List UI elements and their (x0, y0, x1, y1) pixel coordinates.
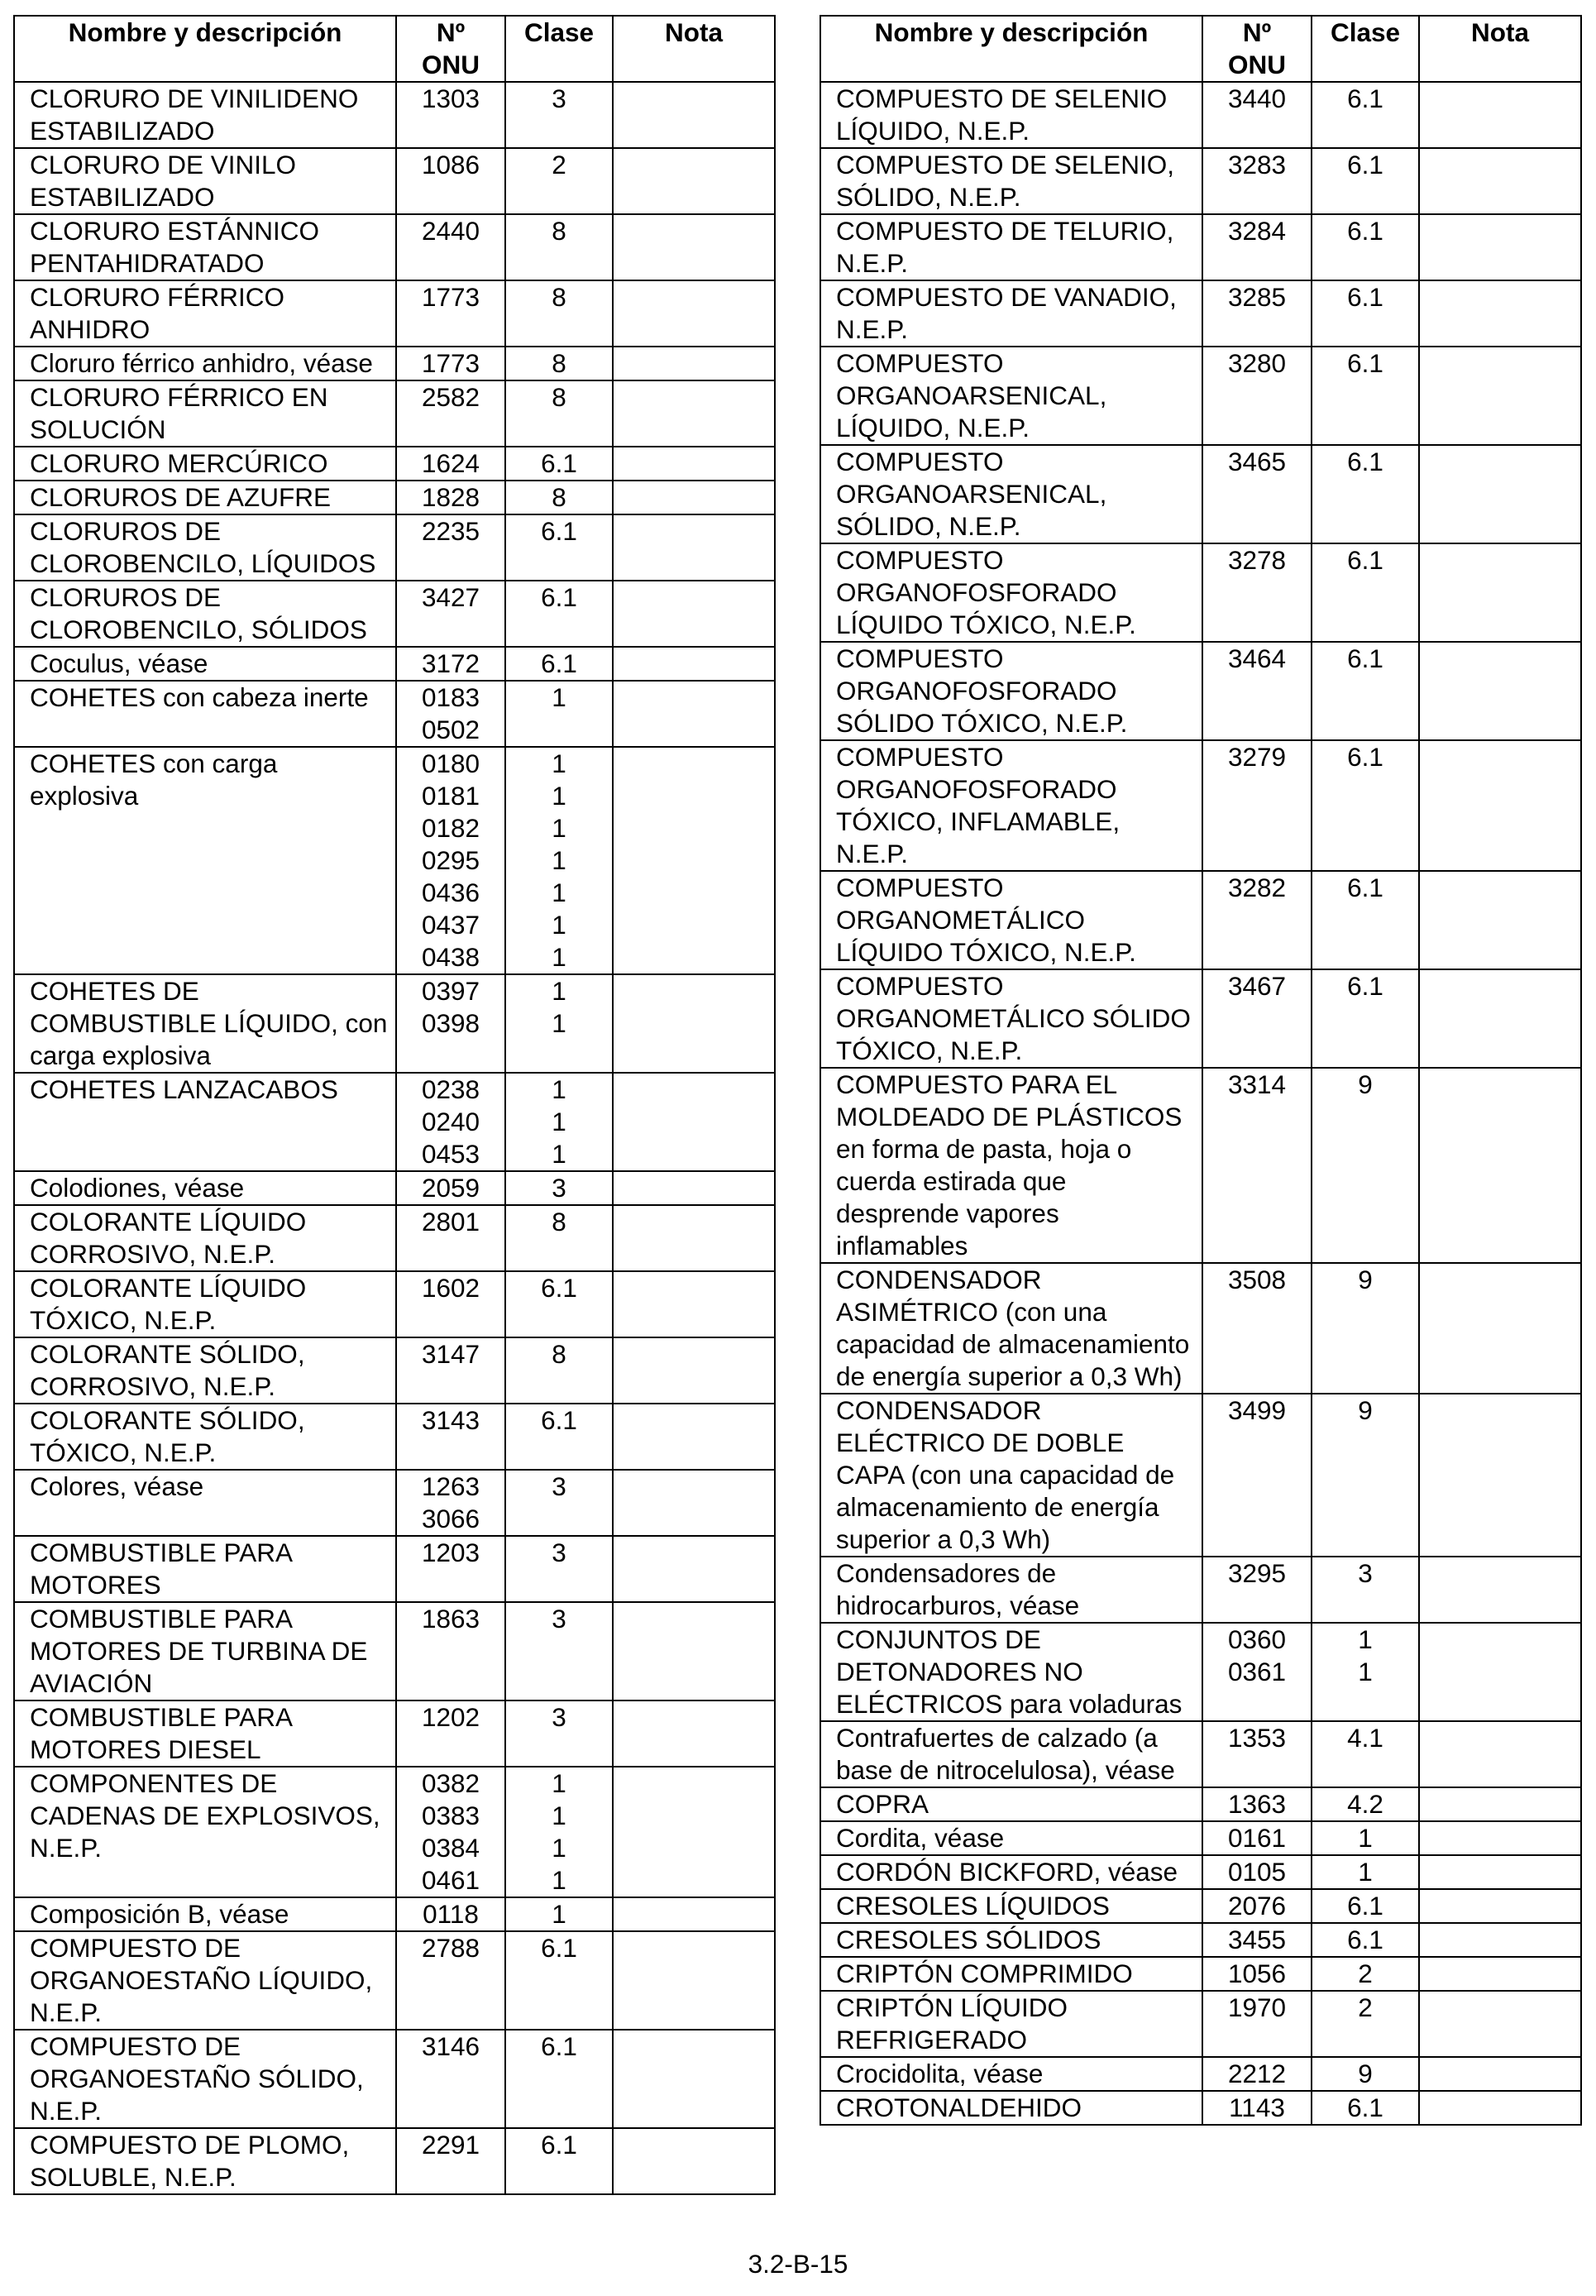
substance-name: COMPUESTO DE ORGANOESTAÑO LÍQUIDO, N.E.P. (14, 1931, 396, 2030)
table-row (820, 445, 1581, 543)
substance-name: COLORANTE LÍQUIDO CORROSIVO, N.E.P. (14, 1205, 396, 1271)
table-row (14, 1931, 775, 2030)
un-number: 3467 (1202, 969, 1312, 1068)
substance-name: COMBUSTIBLE PARA MOTORES (14, 1536, 396, 1602)
substance-name: COMPUESTO ORGANOMETÁLICO SÓLIDO TÓXICO, N.E.P. (820, 969, 1202, 1068)
note-cell (1419, 2057, 1581, 2091)
substance-name: CLORUROS DE CLOROBENCILO, SÓLIDOS (14, 581, 396, 647)
note-cell (613, 347, 775, 380)
un-number: 1203 (396, 1536, 505, 1602)
hazard-class: 8 (505, 347, 613, 380)
hazard-class: 8 (505, 380, 613, 447)
note-cell (613, 380, 775, 447)
un-number: 0360 0361 (1202, 1623, 1312, 1721)
note-cell (613, 82, 775, 148)
note-cell (613, 1536, 775, 1602)
header-onu-label: Nº ONU (1228, 17, 1286, 79)
table-row (820, 2057, 1581, 2091)
hazard-class: 6.1 (1312, 642, 1419, 740)
un-number: 1828 (396, 481, 505, 514)
substance-name: CLORURO FÉRRICO EN SOLUCIÓN (14, 380, 396, 447)
table-row (14, 1404, 775, 1470)
un-number: 3146 (396, 2030, 505, 2128)
note-cell (1419, 148, 1581, 214)
note-cell (613, 1602, 775, 1700)
note-cell (613, 1171, 775, 1205)
un-number: 2291 (396, 2128, 505, 2194)
note-cell (1419, 1855, 1581, 1889)
table-row (14, 747, 775, 974)
substance-name: COPRA (820, 1787, 1202, 1821)
table-row (14, 447, 775, 481)
un-number: 3465 (1202, 445, 1312, 543)
table-row (820, 871, 1581, 969)
note-cell (613, 974, 775, 1073)
un-number: 1624 (396, 447, 505, 481)
hazard-class: 1 (1312, 1855, 1419, 1889)
note-cell (613, 514, 775, 581)
un-number: 3284 (1202, 214, 1312, 280)
substance-name: COMPUESTO ORGANOFOSFORADO TÓXICO, INFLAMABLE, N.E.P. (820, 740, 1202, 871)
header-clase: Clase (505, 16, 613, 82)
un-number: 2235 (396, 514, 505, 581)
hazard-class: 1 1 1 (505, 1073, 613, 1171)
table-row (14, 481, 775, 514)
hazard-class: 9 (1312, 2057, 1419, 2091)
hazard-class: 6.1 (505, 1271, 613, 1337)
header-onu-label: Nº ONU (422, 17, 480, 79)
note-cell (613, 1337, 775, 1404)
hazard-class: 1 1 1 1 (505, 1767, 613, 1897)
table-row (14, 1171, 775, 1205)
table-row (820, 1923, 1581, 1957)
substance-name: Coculus, véase (14, 647, 396, 681)
header-name: Nombre y descripción (820, 16, 1202, 82)
un-number: 1202 (396, 1700, 505, 1767)
note-cell (613, 1470, 775, 1536)
table-row (14, 82, 775, 148)
hazard-class: 6.1 (1312, 1889, 1419, 1923)
substance-name: COMPUESTO DE PLOMO, SOLUBLE, N.E.P. (14, 2128, 396, 2194)
note-cell (613, 280, 775, 347)
table-row (820, 1821, 1581, 1855)
substance-name: COMPUESTO DE TELURIO, N.E.P. (820, 214, 1202, 280)
header-onu (396, 16, 505, 82)
hazard-class: 6.1 (505, 447, 613, 481)
substance-name: CONDENSADOR ASIMÉTRICO (con una capacidad de almacenamiento de energía superior a 0,3 Wh) (820, 1263, 1202, 1394)
header-row (14, 16, 775, 82)
un-number: 2582 (396, 380, 505, 447)
note-cell (1419, 214, 1581, 280)
hazard-class: 3 (505, 1602, 613, 1700)
un-number: 3455 (1202, 1923, 1312, 1957)
un-number: 1863 (396, 1602, 505, 1700)
hazard-class: 9 (1312, 1068, 1419, 1263)
substance-name: CLORUROS DE AZUFRE (14, 481, 396, 514)
note-cell (1419, 1889, 1581, 1923)
table-row (820, 642, 1581, 740)
note-cell (1419, 1263, 1581, 1394)
note-cell (613, 1931, 775, 2030)
table-row (14, 1897, 775, 1931)
hazard-class: 2 (1312, 1957, 1419, 1991)
table-row (14, 148, 775, 214)
table-row (14, 2128, 775, 2194)
un-number: 3143 (396, 1404, 505, 1470)
note-cell (613, 1271, 775, 1337)
table-row (820, 1068, 1581, 1263)
substance-name: COHETES LANZACABOS (14, 1073, 396, 1171)
note-cell (1419, 1623, 1581, 1721)
hazard-class: 6.1 (1312, 871, 1419, 969)
substance-name: Crocidolita, véase (820, 2057, 1202, 2091)
substance-name: Cordita, véase (820, 1821, 1202, 1855)
header-name: Nombre y descripción (14, 16, 396, 82)
substance-name: CRIPTÓN LÍQUIDO REFRIGERADO (820, 1991, 1202, 2057)
hazard-class: 8 (505, 481, 613, 514)
table-row (820, 1394, 1581, 1557)
substance-name: CRESOLES SÓLIDOS (820, 1923, 1202, 1957)
un-number: 0105 (1202, 1855, 1312, 1889)
substance-name: COMBUSTIBLE PARA MOTORES DIESEL (14, 1700, 396, 1767)
hazard-class: 1 1 (505, 974, 613, 1073)
note-cell (613, 481, 775, 514)
table-row (820, 82, 1581, 148)
table-row (14, 681, 775, 747)
note-cell (1419, 2091, 1581, 2125)
hazard-class: 6.1 (1312, 2091, 1419, 2125)
un-number: 3285 (1202, 280, 1312, 347)
substance-name: CRIPTÓN COMPRIMIDO (820, 1957, 1202, 1991)
table-row (820, 969, 1581, 1068)
substance-name: CONJUNTOS DE DETONADORES NO ELÉCTRICOS para voladuras (820, 1623, 1202, 1721)
table-row (820, 280, 1581, 347)
header-clase: Clase (1312, 16, 1419, 82)
hazard-class: 4.1 (1312, 1721, 1419, 1787)
table-row (820, 1623, 1581, 1721)
substance-name: CLORURO MERCÚRICO (14, 447, 396, 481)
table-row (820, 148, 1581, 214)
header-onu (1202, 16, 1312, 82)
right-table (820, 15, 1582, 2126)
table-row (820, 1263, 1581, 1394)
hazard-class: 6.1 (1312, 1923, 1419, 1957)
substance-name: COMPUESTO DE VANADIO, N.E.P. (820, 280, 1202, 347)
table-row (14, 2030, 775, 2128)
substance-name: COMPUESTO PARA EL MOLDEADO DE PLÁSTICOS en forma de pasta, hoja o cuerda estirada que desprende vapores inflamables (820, 1068, 1202, 1263)
table-row (820, 740, 1581, 871)
hazard-class: 6.1 (1312, 280, 1419, 347)
table-row (820, 1855, 1581, 1889)
un-number: 3147 (396, 1337, 505, 1404)
hazard-class: 3 (505, 82, 613, 148)
note-cell (1419, 280, 1581, 347)
substance-name: COMPUESTO DE ORGANOESTAÑO SÓLIDO, N.E.P. (14, 2030, 396, 2128)
substance-name: COMPUESTO DE SELENIO LÍQUIDO, N.E.P. (820, 82, 1202, 148)
table-row (14, 647, 775, 681)
table-row (820, 543, 1581, 642)
hazard-class: 6.1 (505, 2030, 613, 2128)
hazard-class: 1 1 1 1 1 1 1 (505, 747, 613, 974)
un-number: 1773 (396, 347, 505, 380)
un-number: 2788 (396, 1931, 505, 2030)
substance-name: COMPUESTO ORGANOMETÁLICO LÍQUIDO TÓXICO, N.E.P. (820, 871, 1202, 969)
hazard-class: 8 (505, 1205, 613, 1271)
left-table-body (14, 82, 775, 2194)
hazard-class: 9 (1312, 1263, 1419, 1394)
table-row (820, 2091, 1581, 2125)
substance-name: Cloruro férrico anhidro, véase (14, 347, 396, 380)
un-number: 3172 (396, 647, 505, 681)
right-table-body (820, 82, 1581, 2125)
substance-name: CLORURO FÉRRICO ANHIDRO (14, 280, 396, 347)
hazard-class: 1 (505, 1897, 613, 1931)
substance-name: COLORANTE LÍQUIDO TÓXICO, N.E.P. (14, 1271, 396, 1337)
substance-name: Contrafuertes de calzado (a base de nitrocelulosa), véase (820, 1721, 1202, 1787)
hazard-class: 3 (505, 1171, 613, 1205)
substance-name: CLORUROS DE CLOROBENCILO, LÍQUIDOS (14, 514, 396, 581)
un-number: 3499 (1202, 1394, 1312, 1557)
hazard-class: 6.1 (505, 647, 613, 681)
table-row (820, 1721, 1581, 1787)
substance-name: COLORANTE SÓLIDO, TÓXICO, N.E.P. (14, 1404, 396, 1470)
note-cell (1419, 1957, 1581, 1991)
substance-name: Colores, véase (14, 1470, 396, 1536)
hazard-class: 6.1 (1312, 347, 1419, 445)
substance-name: COMPUESTO ORGANOARSENICAL, LÍQUIDO, N.E.P. (820, 347, 1202, 445)
hazard-class: 6.1 (505, 514, 613, 581)
substance-name: COHETES con carga explosiva (14, 747, 396, 974)
un-number: 1086 (396, 148, 505, 214)
hazard-class: 8 (505, 214, 613, 280)
un-number: 3278 (1202, 543, 1312, 642)
hazard-class: 8 (505, 1337, 613, 1404)
substance-name: CLORURO ESTÁNNICO PENTAHIDRATADO (14, 214, 396, 280)
table-row (820, 1787, 1581, 1821)
note-cell (613, 747, 775, 974)
table-row (14, 1536, 775, 1602)
un-number: 3282 (1202, 871, 1312, 969)
hazard-class: 6.1 (1312, 969, 1419, 1068)
substance-name: CRESOLES LÍQUIDOS (820, 1889, 1202, 1923)
substance-name: COMPONENTES DE CADENAS DE EXPLOSIVOS, N.E.P. (14, 1767, 396, 1897)
note-cell (613, 1767, 775, 1897)
substance-name: Condensadores de hidrocarburos, véase (820, 1557, 1202, 1623)
un-number: 2801 (396, 1205, 505, 1271)
left-table (13, 15, 776, 2195)
un-number: 1602 (396, 1271, 505, 1337)
note-cell (613, 148, 775, 214)
substance-name: CORDÓN BICKFORD, véase (820, 1855, 1202, 1889)
substance-name: COMPUESTO ORGANOFOSFORADO SÓLIDO TÓXICO, N.E.P. (820, 642, 1202, 740)
substance-name: COMPUESTO ORGANOFOSFORADO LÍQUIDO TÓXICO, N.E.P. (820, 543, 1202, 642)
note-cell (613, 447, 775, 481)
note-cell (1419, 347, 1581, 445)
substance-name: CLORURO DE VINILO ESTABILIZADO (14, 148, 396, 214)
note-cell (1419, 445, 1581, 543)
substance-name: COMPUESTO ORGANOARSENICAL, SÓLIDO, N.E.P. (820, 445, 1202, 543)
note-cell (613, 1404, 775, 1470)
un-number: 1773 (396, 280, 505, 347)
un-number: 3295 (1202, 1557, 1312, 1623)
un-number: 3427 (396, 581, 505, 647)
un-number: 1263 3066 (396, 1470, 505, 1536)
substance-name: CROTONALDEHIDO (820, 2091, 1202, 2125)
table-row (14, 514, 775, 581)
un-number: 0161 (1202, 1821, 1312, 1855)
un-number: 0238 0240 0453 (396, 1073, 505, 1171)
table-row (14, 1470, 775, 1536)
substance-name: Colodiones, véase (14, 1171, 396, 1205)
hazard-class: 6.1 (1312, 82, 1419, 148)
table-row (820, 214, 1581, 280)
hazard-class: 6.1 (1312, 148, 1419, 214)
substance-name: CONDENSADOR ELÉCTRICO DE DOBLE CAPA (con una capacidad de almacenamiento de energía superior a 0,3 Wh) (820, 1394, 1202, 1557)
un-number: 3440 (1202, 82, 1312, 148)
note-cell (613, 2128, 775, 2194)
note-cell (1419, 1787, 1581, 1821)
un-number: 0397 0398 (396, 974, 505, 1073)
note-cell (613, 581, 775, 647)
table-row (820, 1889, 1581, 1923)
un-number: 2440 (396, 214, 505, 280)
note-cell (1419, 969, 1581, 1068)
substance-name: COMBUSTIBLE PARA MOTORES DE TURBINA DE AVIACIÓN (14, 1602, 396, 1700)
un-number: 3283 (1202, 148, 1312, 214)
table-row (14, 380, 775, 447)
un-number: 1363 (1202, 1787, 1312, 1821)
note-cell (1419, 642, 1581, 740)
un-number: 0180 0181 0182 0295 0436 0437 0438 (396, 747, 505, 974)
note-cell (1419, 82, 1581, 148)
header-nota: Nota (1419, 16, 1581, 82)
note-cell (1419, 740, 1581, 871)
note-cell (1419, 1991, 1581, 2057)
hazard-class: 1 (1312, 1821, 1419, 1855)
un-number: 0382 0383 0384 0461 (396, 1767, 505, 1897)
hazard-class: 6.1 (505, 581, 613, 647)
un-number: 0118 (396, 1897, 505, 1931)
un-number: 3314 (1202, 1068, 1312, 1263)
header-row (820, 16, 1581, 82)
un-number: 3279 (1202, 740, 1312, 871)
substance-name: COLORANTE SÓLIDO, CORROSIVO, N.E.P. (14, 1337, 396, 1404)
table-row (820, 1557, 1581, 1623)
hazard-class: 6.1 (1312, 543, 1419, 642)
note-cell (613, 1073, 775, 1171)
hazard-class: 6.1 (1312, 445, 1419, 543)
table-row (14, 1700, 775, 1767)
hazard-class: 6.1 (1312, 740, 1419, 871)
hazard-class: 2 (505, 148, 613, 214)
un-number: 2076 (1202, 1889, 1312, 1923)
un-number: 3280 (1202, 347, 1312, 445)
note-cell (1419, 543, 1581, 642)
hazard-class: 8 (505, 280, 613, 347)
substance-name: COMPUESTO DE SELENIO, SÓLIDO, N.E.P. (820, 148, 1202, 214)
hazard-class: 6.1 (505, 2128, 613, 2194)
hazard-class: 9 (1312, 1394, 1419, 1557)
un-number: 1143 (1202, 2091, 1312, 2125)
hazard-class: 3 (1312, 1557, 1419, 1623)
note-cell (613, 681, 775, 747)
table-row (14, 1767, 775, 1897)
hazard-class: 6.1 (505, 1931, 613, 2030)
hazard-class: 4.2 (1312, 1787, 1419, 1821)
un-number: 3508 (1202, 1263, 1312, 1394)
hazard-class: 3 (505, 1700, 613, 1767)
note-cell (613, 1205, 775, 1271)
hazard-class: 1 (505, 681, 613, 747)
note-cell (613, 1897, 775, 1931)
table-row (820, 347, 1581, 445)
page-number: 3.2-B-15 (748, 2249, 848, 2279)
hazard-class: 2 (1312, 1991, 1419, 2057)
hazard-class: 3 (505, 1470, 613, 1536)
table-row (14, 347, 775, 380)
table-row (14, 280, 775, 347)
table-row (14, 1337, 775, 1404)
un-number: 3464 (1202, 642, 1312, 740)
hazard-class: 3 (505, 1536, 613, 1602)
hazard-class: 6.1 (505, 1404, 613, 1470)
table-row (14, 214, 775, 280)
un-number: 0183 0502 (396, 681, 505, 747)
header-nota: Nota (613, 16, 775, 82)
un-number: 1056 (1202, 1957, 1312, 1991)
table-row (14, 1602, 775, 1700)
note-cell (1419, 1821, 1581, 1855)
table-row (14, 1205, 775, 1271)
table-row (820, 1991, 1581, 2057)
note-cell (613, 1700, 775, 1767)
note-cell (1419, 1068, 1581, 1263)
note-cell (613, 2030, 775, 2128)
un-number: 2212 (1202, 2057, 1312, 2091)
table-row (14, 974, 775, 1073)
un-number: 1970 (1202, 1991, 1312, 2057)
note-cell (1419, 871, 1581, 969)
substance-name: COHETES con cabeza inerte (14, 681, 396, 747)
un-number: 2059 (396, 1171, 505, 1205)
un-number: 1353 (1202, 1721, 1312, 1787)
un-number: 1303 (396, 82, 505, 148)
table-row (14, 1271, 775, 1337)
substance-name: COHETES DE COMBUSTIBLE LÍQUIDO, con carga explosiva (14, 974, 396, 1073)
table-row (820, 1957, 1581, 1991)
hazard-class: 6.1 (1312, 214, 1419, 280)
substance-name: CLORURO DE VINILIDENO ESTABILIZADO (14, 82, 396, 148)
note-cell (613, 647, 775, 681)
table-row (14, 581, 775, 647)
note-cell (1419, 1721, 1581, 1787)
hazard-class: 1 1 (1312, 1623, 1419, 1721)
substance-name: Composición B, véase (14, 1897, 396, 1931)
note-cell (613, 214, 775, 280)
note-cell (1419, 1394, 1581, 1557)
note-cell (1419, 1923, 1581, 1957)
note-cell (1419, 1557, 1581, 1623)
table-row (14, 1073, 775, 1171)
